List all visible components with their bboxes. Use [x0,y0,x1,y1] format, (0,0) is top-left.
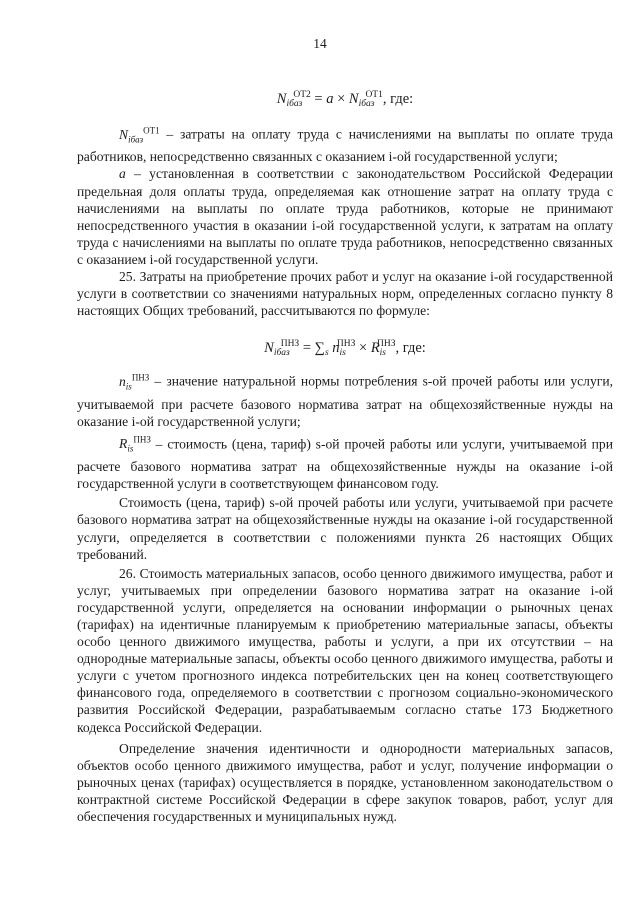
symbol-n-pnz: $n_{is}^{ПНЗ}$ [119,372,150,392]
paragraph-25: 25. Затраты на приобретение прочих работ и услуг на оказание i-ой государственной услуги в соответствии со значениями натуральных норм, определенных согласно пункту 8 настоящих Общих требований, рассчитываются по формуле: [77,269,613,319]
symbol-a: a [119,166,126,182]
document-body [77,80,613,825]
formula-labor-cost: $N_{iбаз}^{ОТ2} = a \times N_{iбаз}^{ОТ1}$, где: [276,90,414,109]
page-number: 14 [313,36,327,51]
definition-n-pnz: $n_{is}^{ПНЗ}$ – значение натуральной нормы потребления s-ой прочей работы или услуги, учитываемой при расчете базового норматива затрат на общехозяйственные нужды на оказание i-ой государственной услуги; [77,372,613,429]
symbol-r-pnz: $R_{is}^{ПНЗ}$ [119,434,151,455]
formula-other-works: $N_{iбаз}^{ПНЗ} = \sum_s$ $n_{is}^{ПНЗ} \times R_{is}^{ПНЗ}$, где: [264,339,426,359]
definition-a: a – установленная в соответствии с законодательством Российской Федерации предельная доля оплаты труда, определяемая как отношение затрат на оплату труда с начислениями на выплаты по оплате труда работников, которые не принимают непосредственного участия в оказании i-ой государственной услуги, к затратам на оплату труда с начислениями на выплаты по оплате труда работников, непосредственно связанных с оказанием i-ой государственной услуги. [77,166,613,267]
definition-r-pnz: $R_{is}^{ПНЗ}$ – стоимость (цена, тариф) s-ой прочей работы или услуги, учитываемой при расчете базового норматива затрат на общехозяйственные нужды на оказание i-ой государственной услуги в соответствующем финансовом году. [77,434,613,492]
symbol-n-ot1: $N_{iбаз}^{ОТ1}$ [119,125,160,145]
paragraph-26: 26. Стоимость материальных запасов, особо ценного движимого имущества, работ и услуг, учитываемых при определении базового норматива затрат на оказание i-ой государственной услуги, определяется на основании информации о рыночных ценах (тарифах) на идентичные планируемым к приобретению материальные запасы, объекты особо ценного движимого имущества, работы и услуги, а при их отсутствии – на однородные материальные запасы, объекты особо ценного движимого имущества, работы и услуги с учетом прогнозного индекса потребительских цен на конец соответствующего финансового года, определяемого в соответствии с прогнозом социально-экономического развития Российской Федерации, разрабатываемым согласно статье 173 Бюджетного кодекса Российской Федерации. [77,565,613,735]
paragraph-final: Определение значения идентичности и однородности материальных запасов, объектов особо ценного движимого имущества, работ и услуг, получение информации о рыночных ценах (тарифах) осуществляется в порядке, установленном законодательством о контрактной системе Российской Федерации в сфере закупок товаров, работ, услуг для обеспечения государственных и муниципальных нужд. [77,740,613,825]
paragraph-cost: Стоимость (цена, тариф) s-ой прочей работы или услуги, учитываемой при расчете базового норматива затрат на общехозяйственные нужды на оказание i-ой государственной услуги, определяется в соответствии с положениями пункта 26 настоящих Общих требований. [77,495,613,562]
definition-n-ot1: $N_{iбаз}^{ОТ1}$ – затраты на оплату труда с начислениями на выплаты по оплате труда работников, непосредственно связанных с оказанием i-ой государственной услуги; [77,125,613,165]
